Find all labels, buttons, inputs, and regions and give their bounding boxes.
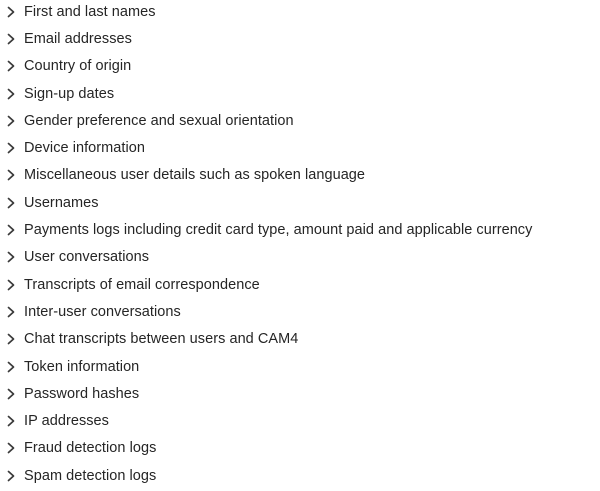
chevron-right-icon (4, 305, 18, 319)
list-item-label: Token information (24, 358, 140, 375)
list-item[interactable] (0, 216, 600, 243)
list-item[interactable] (0, 107, 600, 134)
list-item[interactable] (0, 462, 600, 489)
list-item[interactable] (0, 25, 600, 52)
list-item[interactable] (0, 189, 600, 216)
list-item-label: Usernames (24, 194, 99, 211)
list-item[interactable] (0, 407, 600, 434)
chevron-right-icon (4, 250, 18, 264)
list-item-label: Transcripts of email correspondence (24, 276, 260, 293)
chevron-right-icon (4, 223, 18, 237)
chevron-right-icon (4, 141, 18, 155)
list-item-label: Payments logs including credit card type, amount paid and applicable currency (24, 222, 533, 239)
list-item[interactable] (0, 162, 600, 189)
chevron-right-icon (4, 469, 18, 483)
chevron-right-icon (4, 441, 18, 455)
list-item[interactable] (0, 435, 600, 462)
list-item[interactable] (0, 380, 600, 407)
list-item-label: Country of origin (24, 58, 132, 75)
list-item[interactable] (0, 353, 600, 380)
list-item-label: IP addresses (24, 413, 109, 430)
list-item[interactable] (0, 244, 600, 271)
list-item-label: Chat transcripts between users and CAM4 (24, 331, 299, 348)
chevron-right-icon (4, 332, 18, 346)
list-item-label: Inter-user conversations (24, 303, 181, 320)
chevron-right-icon (4, 414, 18, 428)
list-item-label: Password hashes (24, 385, 140, 402)
chevron-right-icon (4, 360, 18, 374)
list-item[interactable] (0, 53, 600, 80)
chevron-right-icon (4, 32, 18, 46)
chevron-right-icon (4, 87, 18, 101)
list-item-label: Email addresses (24, 30, 132, 47)
list-item-label: Device information (24, 140, 145, 157)
list-item-label: Sign-up dates (24, 85, 115, 102)
chevron-right-icon (4, 387, 18, 401)
list-item[interactable] (0, 80, 600, 107)
chevron-right-icon (4, 59, 18, 73)
list-item[interactable] (0, 271, 600, 298)
list-item[interactable] (0, 326, 600, 353)
list-item[interactable] (0, 134, 600, 161)
list-item-label: Spam detection logs (24, 467, 157, 484)
list-item[interactable] (0, 0, 600, 25)
list-item-label: First and last names (24, 3, 156, 20)
chevron-right-icon (4, 5, 18, 19)
list-item-label: User conversations (24, 249, 150, 266)
list-item-label: Gender preference and sexual orientation (24, 112, 294, 129)
list-item-label: Miscellaneous user details such as spoken language (24, 167, 366, 184)
list-item[interactable] (0, 298, 600, 325)
chevron-right-icon (4, 114, 18, 128)
chevron-right-icon (4, 278, 18, 292)
chevron-right-icon (4, 168, 18, 182)
chevron-right-icon (4, 196, 18, 210)
list-item-label: Fraud detection logs (24, 440, 157, 457)
